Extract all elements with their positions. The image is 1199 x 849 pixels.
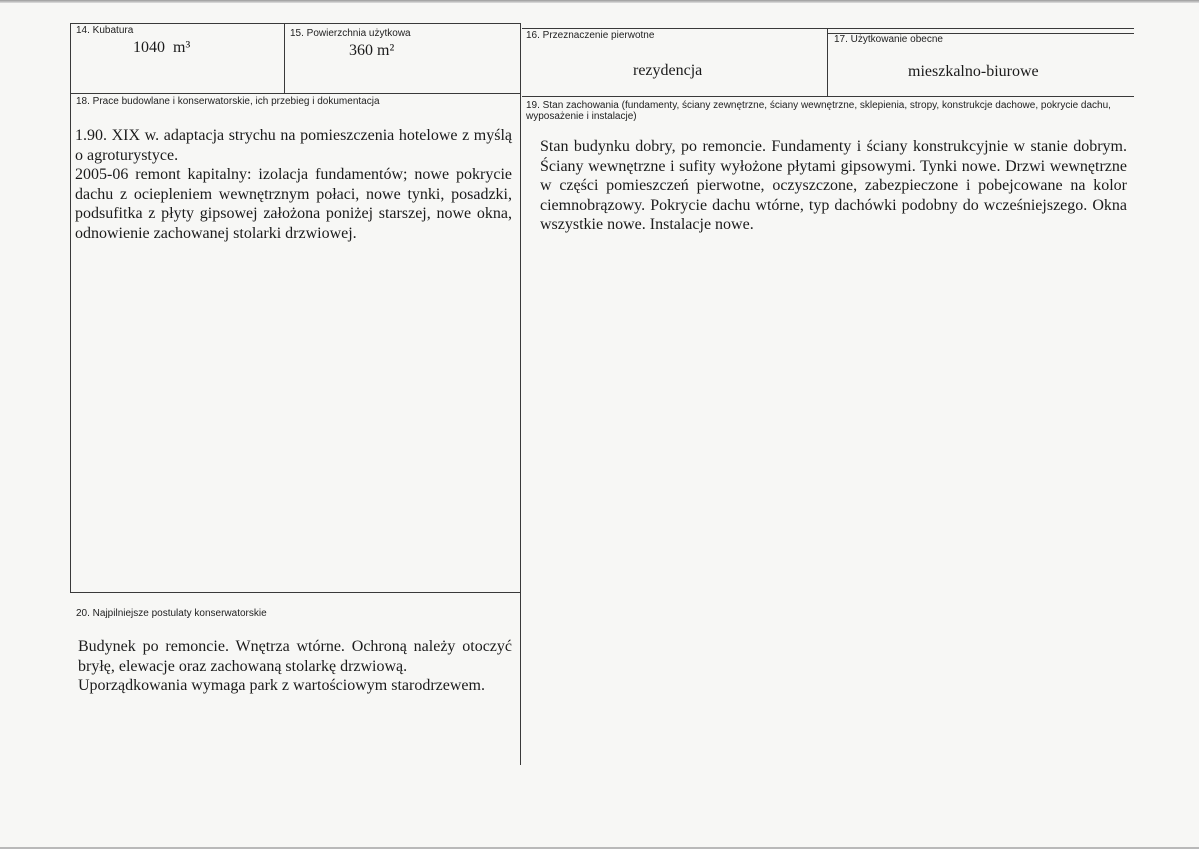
field-15-value: 360 m² (349, 42, 395, 59)
field-18-text (75, 126, 512, 243)
scan-edge-top (0, 0, 1199, 3)
field-18-paragraph-2: 2005-06 remont kapitalny: izolacja fundamentów; nowe pokrycie dachu z ociepleniem wewnętrznym połaci, nowe tynki, posadzki, podsufitka z płyty gipsowej założona poniżej starszej, nowe okna, odnowienie zachowanej stolarki drzwiowej. (75, 166, 512, 242)
field-17-value: mieszkalno-biurowe (908, 63, 1039, 80)
rule-row1-bottom-right (522, 96, 1134, 97)
field-18-label: 18. Prace budowlane i konserwatorskie, ich przebieg i dokumentacja (76, 96, 380, 107)
field-17-label: 17. Użytkowanie obecne (834, 34, 943, 45)
field-19-label: 19. Stan zachowania (fundamenty, ściany zewnętrzne, ściany wewnętrzne, sklepienia, stropy, konstrukcje dachowe, pokrycie dachu, wyposażenie i instalacje) (526, 100, 1111, 122)
rule-col-16-17 (827, 28, 828, 96)
rule-center (520, 23, 521, 765)
rule-left (70, 23, 71, 592)
field-20-label: 20. Najpilniejsze postulaty konserwatorskie (76, 608, 267, 619)
field-19-text (540, 137, 1127, 235)
field-18-paragraph-1: 1.90. XIX w. adaptacja strychu na pomieszczenia hotelowe z myślą o agroturystyce. (75, 127, 512, 164)
rule-col-14-15 (284, 23, 285, 93)
field-20-text (78, 637, 512, 696)
field-14-label: 14. Kubatura (76, 25, 134, 36)
field-19-paragraph-1: Stan budynku dobry, po remoncie. Fundamenty i ściany konstrukcyjnie w stanie dobrym. Ściany wewnętrzne i sufity wyłożone płytami gipsowymi. Tynki nowe. Drzwi wewnętrzne w części pomieszczeń pierwotne, oczyszczone, zabezpieczone i pobejcowane na kolor ciemnobrązowy. Pokrycie dachu wtórne, typ dachówki podobny do wcześniejszego. Okna wszystkie nowe. Instalacje nowe. (540, 138, 1127, 233)
rule-section20-top (70, 592, 520, 593)
rule-top-right (522, 28, 1134, 29)
field-15-label: 15. Powierzchnia użytkowa (290, 28, 411, 39)
field-16-label: 16. Przeznaczenie pierwotne (526, 30, 655, 41)
rule-top (70, 23, 520, 24)
rule-row1-bottom (70, 93, 520, 94)
field-20-paragraph-2: Uporządkowania wymaga park z wartościowym starodrzewem. (78, 677, 485, 694)
field-14-value: 1040 m³ (133, 39, 191, 56)
field-16-value: rezydencja (633, 62, 703, 79)
field-20-paragraph-1: Budynek po remoncie. Wnętrza wtórne. Ochroną należy otoczyć bryłę, elewacje oraz zachowaną stolarkę drzwiową. (78, 638, 512, 675)
